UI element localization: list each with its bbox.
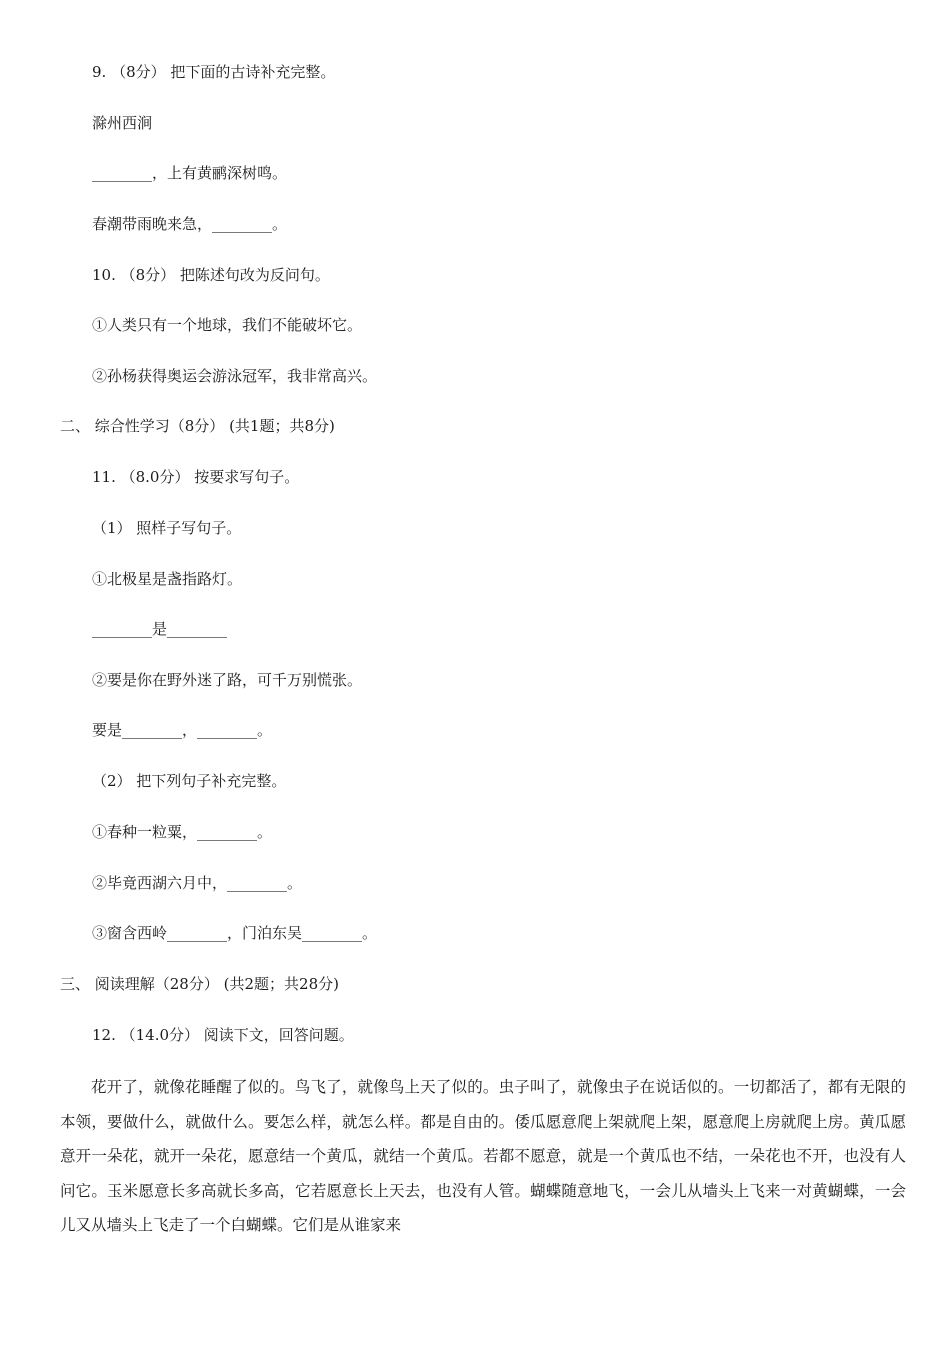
question-12-header: 12. （14.0分） 阅读下文，回答问题。 — [92, 1026, 354, 1044]
poem-title: 滁州西涧 — [92, 114, 153, 132]
question-10-item-2: ②孙杨获得奥运会游泳冠军，我非常高兴。 — [92, 367, 378, 385]
question-11-example-1-blank: ________是________ — [92, 620, 228, 638]
question-10-header: 10. （8分） 把陈述句改为反问句。 — [92, 266, 330, 284]
poem-line-2: 春潮带雨晚来急，________。 — [92, 215, 288, 233]
question-11-fill-2: ②毕竟西湖六月中，________。 — [92, 874, 303, 892]
poem-line-1: ________，上有黄鹂深树鸣。 — [92, 164, 288, 182]
question-11-fill-1: ①春种一粒粟，________。 — [92, 823, 273, 841]
question-11-part-2: （2） 把下列句子补充完整。 — [92, 772, 287, 790]
question-10-item-1: ①人类只有一个地球，我们不能破坏它。 — [92, 316, 363, 334]
section-3-heading: 三、 阅读理解（28分） (共2题；共28分) — [60, 975, 339, 993]
question-11-example-1: ①北极星是盏指路灯。 — [92, 570, 243, 588]
reading-passage: 花开了，就像花睡醒了似的。鸟飞了，就像鸟上天了似的。虫子叫了，就像虫子在说话似的。一切都活了，都有无限的本领，要做什么，就做什么。要怎么样，就怎么样。都是自由的。倭瓜愿意爬上架就爬上架，愿意爬上房就爬上房。黄瓜愿意开一朵花，就开一朵花，愿意结一个黄瓜，就结一个黄瓜。若都不愿意，就是一个黄瓜也不结，一朵花也不开，也没有人问它。玉米愿意长多高就长多高，它若愿意长上天去，也没有人管。蝴蝶随意地飞，一会儿从墙头上飞来一对黄蝴蝶，一会儿又从墙头上飞走了一个白蝴蝶。它们是从谁家来 — [60, 1078, 906, 1234]
question-11-fill-3: ③窗含西岭________，门泊东吴________。 — [92, 924, 378, 942]
question-9-header: 9. （8分） 把下面的古诗补充完整。 — [92, 63, 336, 81]
section-2-heading: 二、 综合性学习（8分） (共1题；共8分) — [60, 417, 335, 435]
question-11-header: 11. （8.0分） 按要求写句子。 — [92, 468, 300, 486]
question-11-part-1: （1） 照样子写句子。 — [92, 519, 242, 537]
question-11-example-2-blank: 要是________，________。 — [92, 721, 273, 739]
question-11-example-2: ②要是你在野外迷了路，可千万别慌张。 — [92, 671, 363, 689]
